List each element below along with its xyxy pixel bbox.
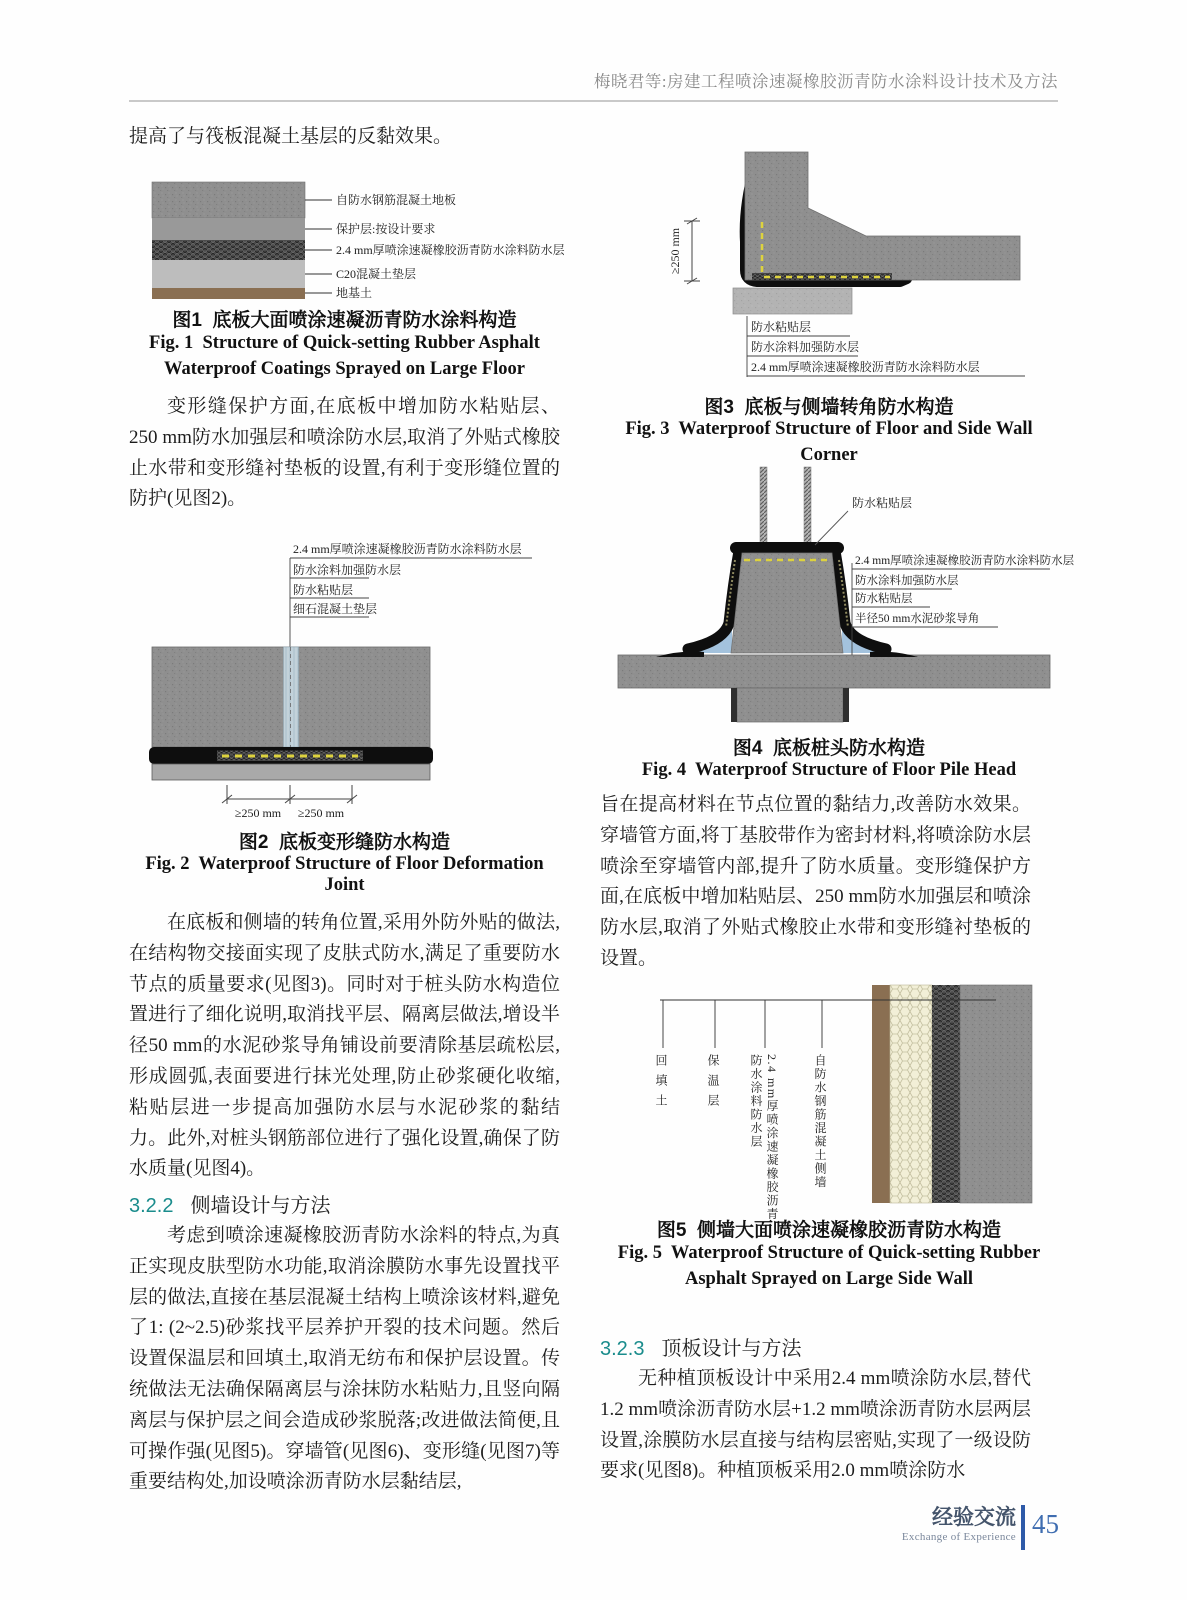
layer-label: C20混凝土垫层	[336, 267, 417, 281]
figure-2-caption-en: Fig. 2 Waterproof Structure of Floor Deformation Joint	[145, 854, 549, 895]
layer-label-vertical: 自防水钢筋混凝土侧墙	[813, 1054, 827, 1189]
coating-on-slab	[656, 652, 704, 657]
figure-4-caption-zh: 图4 底板桩头防水构造	[732, 738, 926, 759]
insulation-layer	[890, 985, 932, 1203]
fig2-dimension-lines	[222, 785, 357, 804]
layer-self-waterproof-slab	[152, 182, 305, 218]
figure-3-caption-en: Fig. 3 Waterproof Structure of Floor and Side Wall	[625, 419, 1033, 439]
fig1-labels	[336, 192, 565, 300]
rebar	[804, 467, 811, 551]
layer-label: 自防水钢筋混凝土地板	[336, 193, 457, 207]
paragraph: 变形缝保护方面,在底板中增加防水粘贴层、250 mm防水加强层和喷涂防水层,取消了外贴式橡胶止水带和变形缝衬垫板的设置,有利于变形缝位置的防护(见图2)。	[129, 396, 560, 510]
layer-label: 半径50 mm水泥砂浆导角	[855, 613, 980, 625]
rebar	[760, 467, 767, 551]
figure-2-caption-zh: 图2 底板变形缝防水构造	[238, 832, 451, 853]
fig1-leader-lines	[305, 200, 332, 293]
wall-and-floor-structure	[745, 152, 1020, 280]
figure-1-caption-zh: 图1 底板大面喷涂速凝沥青防水涂料构造	[172, 310, 517, 331]
top-label-leader	[815, 511, 848, 545]
layer-label: 防水涂料加强防水层	[855, 575, 959, 587]
figure-4-caption-en: Fig. 4 Waterproof Structure of Floor Pile Head	[641, 760, 1017, 780]
paragraph-continuation: 提高了与筏板混凝土基层的反黏效果。	[129, 126, 453, 147]
figure-1-caption-en: Fig. 1 Structure of Quick-setting Rubber Asphalt	[149, 333, 540, 353]
cushion-pad	[733, 288, 852, 314]
running-title: 梅晓君等:房建工程喷涂速凝橡胶沥青防水涂料设计技术及方法	[593, 72, 1058, 91]
header-rule	[129, 100, 1058, 102]
paragraph: 无种植顶板设计中采用2.4 mm喷涂防水层,替代1.2 mm喷涂沥青防水层+1.2 mm喷涂沥青防水层两层设置,涂膜防水层直接与结构层密贴,实现了一级设防要求(见图8)。种植顶板采用2.0 mm喷涂防水	[600, 1368, 1031, 1482]
dimension-label: ≥250 mm	[297, 806, 345, 820]
cushion-layer	[152, 764, 430, 780]
fig1-layer-stack	[152, 182, 305, 299]
layer-label: 2.4 mm厚喷涂速凝橡胶沥青防水涂料防水层	[293, 542, 522, 556]
figure-1-caption-en2: Waterproof Coatings Sprayed on Large Floor	[164, 359, 525, 379]
pile-head	[731, 553, 843, 653]
fig2-labels	[293, 541, 522, 616]
layer-waterproof-coating	[152, 240, 305, 260]
layer-label: 2.4 mm厚喷涂速凝橡胶沥青防水涂料防水层	[751, 360, 980, 374]
section-number: 3.2.2	[129, 1195, 174, 1217]
figure-1-diagram	[129, 178, 569, 303]
paragraph-continuation: 旨在提高材料在节点位置的黏结力,改善防水效果。穿墙管方面,将丁基胶带作为密封材料,将喷涂防水层喷涂至穿墙管内部,提升了防水质量。变形缝保护方面,在底板中增加粘贴层、250 mm防水加强层和喷涂防水层,取消了外贴式橡胶止水带和变形缝衬垫板的设置。	[600, 794, 1031, 969]
layer-label: 2.4 mm厚喷涂速凝橡胶沥青防水涂料防水层	[855, 555, 1075, 567]
layer-protection	[152, 218, 305, 240]
section-number: 3.2.3	[600, 1338, 645, 1360]
concrete-side-wall	[960, 985, 1032, 1203]
layer-label: 2.4 mm厚喷涂速凝橡胶沥青防水涂料防水层	[336, 243, 565, 257]
layer-label: 地基土	[336, 286, 373, 300]
layer-label: 防水粘贴层	[751, 320, 812, 334]
section-heading-323	[600, 1332, 801, 1361]
paragraph: 在底板和侧墙的转角位置,采用外防外贴的做法,在结构物交接面实现了皮肤式防水,满足了重要防水节点的质量要求(见图3)。同时对于桩头防水构造位置进行了细化说明,取消找平层、隔离层做法,增设半径50 mm的水泥砂浆导角铺设前要清除基层疏松层,形成圆弧,表面要进行抹光处理,防止砂浆硬化收缩,粘贴层进一步提高加强防水层与水泥砂浆的黏结力。此外,对桩头钢筋部位进行了强化设置,确保了防水质量(见图4)。	[129, 912, 560, 1180]
floor-slab	[618, 655, 1050, 688]
layer-label-vertical: 2.4 mm厚喷涂速凝橡胶沥青防水涂料防水层	[749, 1054, 779, 1222]
layer-subsoil	[152, 288, 305, 299]
fig3-dimension	[684, 218, 700, 284]
section-title: 顶板设计与方法	[661, 1338, 802, 1360]
footer-column-title-zh: 经验交流	[932, 1506, 1016, 1529]
layer-label: 防水涂料加强防水层	[293, 563, 402, 577]
backfill-layer	[872, 985, 890, 1203]
section-title: 侧墙设计与方法	[190, 1195, 331, 1217]
pile-shaft	[737, 688, 843, 722]
waterproof-layer	[932, 985, 960, 1203]
figure-4-diagram	[600, 465, 1075, 725]
figure-5-caption-en: Fig. 5 Waterproof Structure of Quick-setting Rubber	[617, 1243, 1041, 1263]
figure-3-diagram	[600, 130, 1060, 385]
fig3-labels	[751, 319, 980, 374]
pile-shaft-edge	[731, 688, 737, 722]
figure-2-diagram	[129, 535, 569, 825]
coating-on-slab	[870, 652, 918, 657]
figure-5-diagram	[600, 980, 1060, 1210]
pile-shaft-edge	[843, 688, 849, 722]
figure-3-caption-en2: Corner	[800, 445, 858, 465]
section-heading-322	[129, 1189, 330, 1218]
dimension-label: ≥250 mm	[668, 227, 682, 275]
layer-label: 防水粘贴层	[852, 496, 913, 510]
layer-label: 防水粘贴层	[855, 593, 913, 605]
layer-label: 保护层:按设计要求	[336, 222, 436, 236]
paragraph: 考虑到喷涂速凝橡胶沥青防水涂料的特点,为真正实现皮肤型防水功能,取消涂膜防水事先设置找平层的做法,直接在基层混凝土结构上喷涂该材料,避免了1: (2~2.5)砂浆找平层养护开裂的技术问题。然后设置保温层和回填土,取消无纺布和保护层设置。传统做法无法确保隔离层与涂抹防水粘贴力,且竖向隔离层与保护层之间会造成砂浆脱落;改进做法简便,且可操作强(见图5)。穿墙管(见图6)、变形缝(见图7)等重要结构处,加设喷涂沥青防水层黏结层,	[129, 1225, 560, 1493]
dimension-label: ≥250 mm	[234, 806, 282, 820]
layer-label-vertical: 回填土	[654, 1054, 668, 1114]
figure-5-caption-en2: Asphalt Sprayed on Large Side Wall	[684, 1269, 973, 1289]
layer-label: 防水涂料加强防水层	[751, 340, 860, 354]
layer-label: 防水粘贴层	[293, 583, 354, 597]
footer-column-title-en: Exchange of Experience	[901, 1531, 1016, 1543]
layer-c20-cushion	[152, 260, 305, 288]
deformation-joint	[284, 647, 299, 747]
figure-3-caption-zh: 图3 底板与侧墙转角防水构造	[704, 397, 954, 418]
page-number: 45	[1032, 1509, 1059, 1539]
layer-label-vertical: 保温层	[706, 1054, 720, 1114]
layer-label: 细石混凝土垫层	[293, 602, 378, 616]
figure-5-caption-zh: 图5 侧墙大面喷涂速凝橡胶沥青防水构造	[656, 1220, 1002, 1241]
footer-divider-bar	[1021, 1505, 1025, 1550]
